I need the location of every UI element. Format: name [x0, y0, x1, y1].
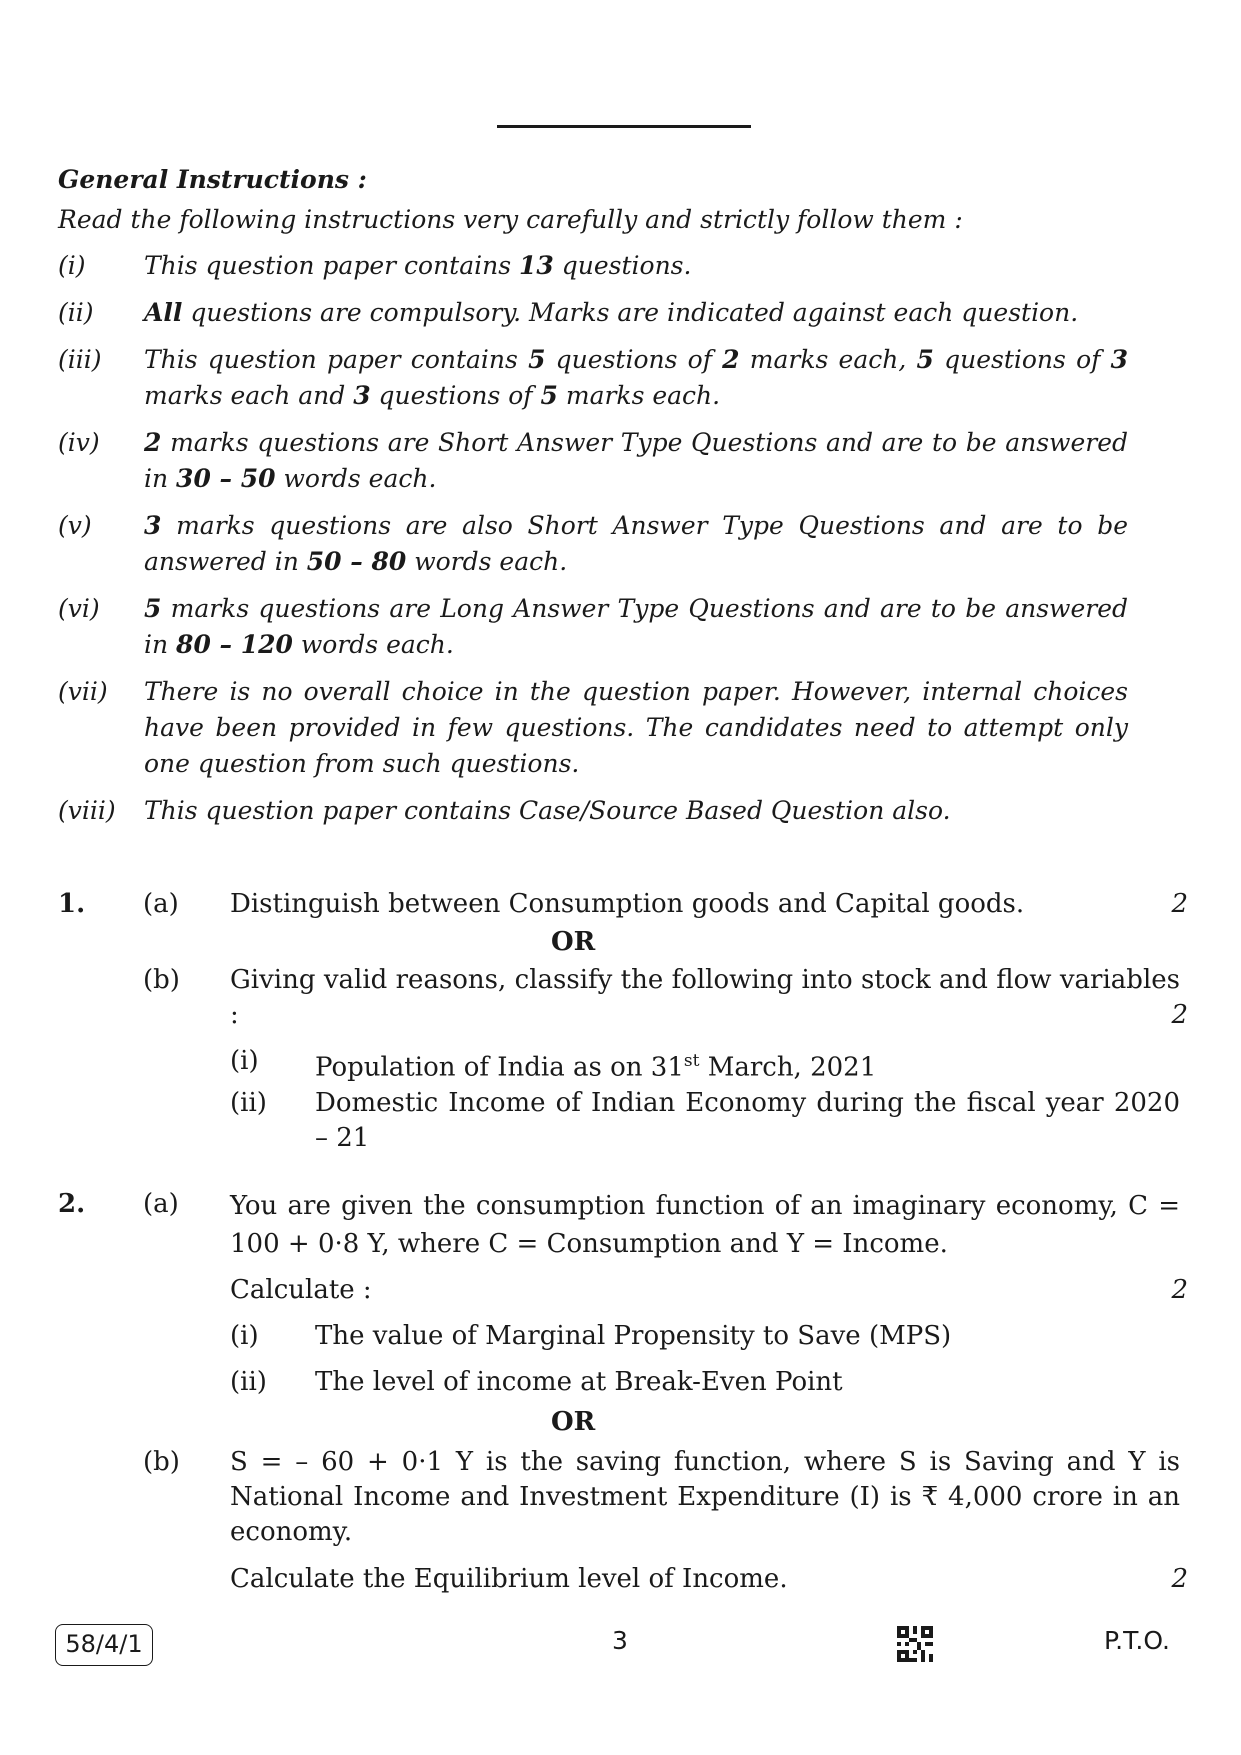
emphasis: 3 [1110, 345, 1128, 374]
part-label: (b) [143, 1447, 180, 1477]
qr-code-icon [897, 1626, 933, 1662]
emphasis: 30 – 50 [176, 464, 276, 493]
calculate-prompt: Calculate : [230, 1275, 372, 1305]
instruction-item [58, 508, 1128, 580]
or-separator: OR [551, 927, 596, 957]
paper-code: 58/4/1 [55, 1624, 153, 1666]
page-footer [0, 1612, 1241, 1672]
instruction-text [144, 248, 1128, 284]
general-instructions [58, 162, 1128, 840]
sub-part-label: (ii) [230, 1367, 267, 1397]
instruction-text [144, 591, 1128, 663]
text-run: This question paper contains [144, 251, 519, 280]
instruction-number: (viii) [58, 796, 116, 825]
emphasis: 5 [916, 345, 934, 374]
instruction-text [144, 674, 1128, 782]
text-run: This question paper contains Case/Source Based Question also. [144, 796, 951, 825]
question-number: 2. [58, 1189, 86, 1219]
instruction-number: (i) [58, 251, 86, 280]
marks: 2 [1171, 1000, 1188, 1030]
emphasis: 3 [144, 511, 162, 540]
instruction-text [144, 295, 1128, 331]
superscript: st [683, 1051, 700, 1071]
part-label: (b) [143, 965, 180, 995]
instruction-number: (ii) [58, 298, 94, 327]
text-run: questions of [545, 345, 723, 374]
text-run: marks each and [144, 381, 354, 410]
sub-part-text: The value of Marginal Propensity to Save (MPS) [315, 1321, 952, 1351]
emphasis: 50 – 80 [306, 547, 407, 576]
instructions-title: General Instructions : [58, 165, 367, 194]
emphasis: 2 [144, 428, 162, 457]
instruction-number: (vii) [58, 677, 108, 706]
sub-part-label: (i) [230, 1046, 259, 1076]
instruction-text [144, 425, 1128, 497]
calculate-prompt: Calculate the Equilibrium level of Income. [230, 1564, 788, 1594]
text-run: marks questions are Short Answer Type Questions and are to be answered in [144, 428, 1128, 493]
instruction-item [58, 425, 1128, 497]
emphasis: 13 [519, 251, 554, 280]
sub-part-text-post: March, 2021 [699, 1052, 877, 1083]
sub-part-text-pre: Population of India as on 31 [315, 1052, 684, 1083]
instruction-text [144, 508, 1128, 580]
sub-part-label: (i) [230, 1321, 259, 1351]
part-label: (a) [143, 1189, 179, 1219]
text-run: questions of [370, 381, 541, 410]
instruction-text [144, 342, 1128, 414]
instruction-item [58, 342, 1128, 414]
question-1 [58, 887, 1188, 1157]
page-number: 3 [612, 1626, 628, 1655]
text-run: words each. [292, 630, 454, 659]
text-run: questions of [933, 345, 1111, 374]
marks: 2 [1171, 1275, 1188, 1305]
text-run: marks questions are Long Answer Type Questions and are to be answered in [144, 594, 1128, 659]
instructions-intro: Read the following instructions very carefully and strictly follow them : [58, 205, 963, 234]
text-run: This question paper contains [144, 345, 529, 374]
instructions-list [58, 248, 1128, 829]
text-run: questions. [553, 251, 692, 280]
question-text: You are given the consumption function of an imaginary economy, C = 100 + 0·8 Y, where C = Consumption and Y = Income. [230, 1191, 1180, 1259]
question-text: Distinguish between Consumption goods and Capital goods. [230, 889, 1025, 919]
instruction-item [58, 591, 1128, 663]
question-text: S = – 60 + 0·1 Y is the saving function, where S is Saving and Y is National Income and Investment Expenditure (I) is ₹ 4,000 crore in an economy. [230, 1447, 1180, 1547]
text-run: There is no overall choice in the question paper. However, internal choices have been provided in few questions. The candidates need to attempt only one question from such questions. [144, 677, 1128, 778]
top-rule [497, 125, 751, 128]
emphasis: 80 – 120 [176, 630, 293, 659]
instruction-item [58, 674, 1128, 782]
question-2 [58, 1187, 1188, 1607]
emphasis: 5 [528, 345, 546, 374]
emphasis: 5 [540, 381, 558, 410]
part-label: (a) [143, 889, 179, 919]
marks: 2 [1171, 889, 1188, 919]
question-number: 1. [58, 889, 86, 919]
instruction-number: (iv) [58, 428, 100, 457]
emphasis: 3 [353, 381, 371, 410]
text-run: marks each, [739, 345, 917, 374]
or-separator: OR [551, 1407, 596, 1437]
text-run: words each. [275, 464, 437, 493]
text-run: words each. [406, 547, 568, 576]
marks: 2 [1171, 1564, 1188, 1594]
text-run: questions are compulsory. Marks are indicated against each question. [182, 298, 1079, 327]
instruction-number: (iii) [58, 345, 102, 374]
emphasis: 2 [722, 345, 740, 374]
instruction-item [58, 295, 1128, 331]
sub-part-label: (ii) [230, 1088, 267, 1118]
instruction-number: (vi) [58, 594, 100, 623]
emphasis: All [144, 298, 183, 327]
instruction-text [144, 793, 1128, 829]
text-run: marks questions are also Short Answer Type Questions and are to be answered in [144, 511, 1128, 576]
instruction-item [58, 793, 1128, 829]
sub-part-text [315, 1044, 1180, 1086]
emphasis: 5 [144, 594, 162, 623]
question-text: Giving valid reasons, classify the following into stock and flow variables : [230, 965, 1180, 1030]
sub-part-text: The level of income at Break-Even Point [315, 1367, 843, 1397]
instruction-item [58, 248, 1128, 284]
pto-label: P.T.O. [1104, 1626, 1170, 1655]
text-run: marks each. [557, 381, 721, 410]
instruction-number: (v) [58, 511, 92, 540]
sub-part-text: Domestic Income of Indian Economy during the fiscal year 2020 – 21 [315, 1088, 1180, 1153]
